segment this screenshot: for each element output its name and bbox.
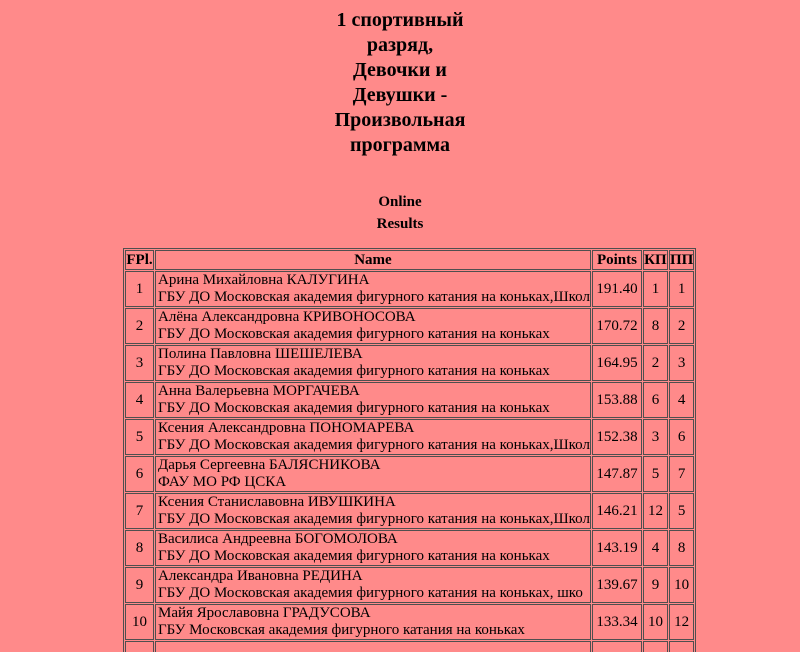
title-line: разряд, bbox=[366, 34, 434, 56]
kp-cell: 8 bbox=[643, 308, 668, 344]
table-row bbox=[125, 382, 694, 418]
kp-cell: 12 bbox=[643, 493, 668, 529]
points-cell: 143.19 bbox=[592, 530, 642, 566]
name-cell bbox=[155, 382, 591, 418]
points-cell: 170.72 bbox=[592, 308, 642, 344]
header-name: Name bbox=[155, 250, 591, 270]
skater-name: Алёна Александровна КРИВОНОСОВА bbox=[158, 309, 416, 325]
header-pp: ПП bbox=[669, 250, 694, 270]
points-cell: 152.38 bbox=[592, 419, 642, 455]
header-points: Points bbox=[592, 250, 642, 270]
points-cell: 153.88 bbox=[592, 382, 642, 418]
points-cell: 146.21 bbox=[592, 493, 642, 529]
header-fpl: FPl. bbox=[125, 250, 154, 270]
name-cell bbox=[155, 530, 591, 566]
points-cell bbox=[592, 641, 642, 652]
title-line: Девушки - bbox=[352, 84, 448, 106]
points-cell: 147.87 bbox=[592, 456, 642, 492]
club-name: ГБУ ДО Московская академия фигурного катания на коньках bbox=[158, 400, 550, 416]
pp-cell: 2 bbox=[669, 308, 694, 344]
title-line: Произвольная bbox=[334, 109, 466, 131]
points-cell: 139.67 bbox=[592, 567, 642, 603]
kp-cell: 9 bbox=[643, 567, 668, 603]
skater-name: Майя Ярославовна ГРАДУСОВА bbox=[158, 605, 371, 621]
skater-name: Ксения Александровна ПОНОМАРЕВА bbox=[158, 420, 415, 436]
points-cell: 164.95 bbox=[592, 345, 642, 381]
name-cell bbox=[155, 641, 591, 652]
pp-cell: 3 bbox=[669, 345, 694, 381]
rank-cell: 8 bbox=[125, 530, 154, 566]
rank-cell: 9 bbox=[125, 567, 154, 603]
skater-name: Анна Валерьевна МОРГАЧЕВА bbox=[158, 383, 360, 399]
name-cell bbox=[155, 493, 591, 529]
page-title bbox=[0, 8, 800, 158]
club-name: ГБУ ДО Московская академия фигурного катания на коньках, шко bbox=[158, 585, 583, 601]
club-name: ГБУ ДО Московская академия фигурного катания на коньках bbox=[158, 326, 550, 342]
title-line: программа bbox=[350, 134, 450, 156]
pp-cell: 1 bbox=[669, 271, 694, 307]
table-row bbox=[125, 456, 694, 492]
club-name: ГБУ ДО Московская академия фигурного катания на коньках,Школ bbox=[158, 437, 590, 453]
rank-cell: 1 bbox=[125, 271, 154, 307]
pp-cell: 10 bbox=[669, 567, 694, 603]
points-cell: 191.40 bbox=[592, 271, 642, 307]
kp-cell: 5 bbox=[643, 456, 668, 492]
pp-cell: 7 bbox=[669, 456, 694, 492]
pp-cell bbox=[669, 641, 694, 652]
club-name: ГБУ ДО Московская академия фигурного катания на коньках bbox=[158, 363, 550, 379]
subtitle-line: Online bbox=[378, 194, 422, 210]
results-table bbox=[123, 248, 696, 652]
skater-name: Василиса Андреевна БОГОМОЛОВА bbox=[158, 531, 398, 547]
name-cell bbox=[155, 419, 591, 455]
page bbox=[0, 8, 800, 652]
kp-cell: 6 bbox=[643, 382, 668, 418]
kp-cell: 3 bbox=[643, 419, 668, 455]
kp-cell: 2 bbox=[643, 345, 668, 381]
name-cell bbox=[155, 271, 591, 307]
name-cell bbox=[155, 308, 591, 344]
pp-cell: 4 bbox=[669, 382, 694, 418]
points-cell: 133.34 bbox=[592, 604, 642, 640]
rank-cell: 6 bbox=[125, 456, 154, 492]
club-name: ГБУ ДО Московская академия фигурного катания на коньках,Школ bbox=[158, 289, 590, 305]
name-cell bbox=[155, 567, 591, 603]
rank-cell: 3 bbox=[125, 345, 154, 381]
table-row bbox=[125, 345, 694, 381]
skater-name: Дарья Сергеевна БАЛЯСНИКОВА bbox=[158, 457, 381, 473]
club-name: ГБУ Московская академия фигурного катания на коньках bbox=[158, 622, 525, 638]
club-name: ГБУ ДО Московская академия фигурного катания на коньках bbox=[158, 548, 550, 564]
online-results-subtitle bbox=[0, 191, 800, 235]
skater-name: Александра Ивановна РЕДИНА bbox=[158, 568, 363, 584]
rank-cell bbox=[125, 641, 154, 652]
rank-cell: 7 bbox=[125, 493, 154, 529]
title-line: Девочки и bbox=[353, 59, 447, 81]
club-name: ГБУ ДО Московская академия фигурного катания на коньках,Школ bbox=[158, 511, 590, 527]
header-kp: КП bbox=[643, 250, 668, 270]
subtitle-line: Results bbox=[376, 216, 424, 232]
table-row bbox=[125, 493, 694, 529]
table-header-row bbox=[125, 250, 694, 270]
skater-name: Арина Михайловна КАЛУГИНА bbox=[158, 272, 370, 288]
rank-cell: 5 bbox=[125, 419, 154, 455]
rank-cell: 10 bbox=[125, 604, 154, 640]
club-name: ФАУ МО РФ ЦСКА bbox=[158, 474, 287, 490]
skater-name: Ксения Станиславовна ИВУШКИНА bbox=[158, 494, 396, 510]
kp-cell: 1 bbox=[643, 271, 668, 307]
table-row bbox=[125, 308, 694, 344]
table-row bbox=[125, 530, 694, 566]
name-cell bbox=[155, 604, 591, 640]
rank-cell: 2 bbox=[125, 308, 154, 344]
name-cell bbox=[155, 345, 591, 381]
table-row bbox=[125, 567, 694, 603]
rank-cell: 4 bbox=[125, 382, 154, 418]
pp-cell: 5 bbox=[669, 493, 694, 529]
pp-cell: 8 bbox=[669, 530, 694, 566]
table-row bbox=[125, 271, 694, 307]
title-line: 1 спортивный bbox=[336, 9, 464, 31]
name-cell bbox=[155, 456, 591, 492]
table-row bbox=[125, 604, 694, 640]
skater-name: Полина Павловна ШЕШЕЛЕВА bbox=[158, 346, 363, 362]
pp-cell: 12 bbox=[669, 604, 694, 640]
table-row-partial bbox=[125, 641, 694, 652]
pp-cell: 6 bbox=[669, 419, 694, 455]
table-row bbox=[125, 419, 694, 455]
kp-cell: 10 bbox=[643, 604, 668, 640]
kp-cell bbox=[643, 641, 668, 652]
kp-cell: 4 bbox=[643, 530, 668, 566]
